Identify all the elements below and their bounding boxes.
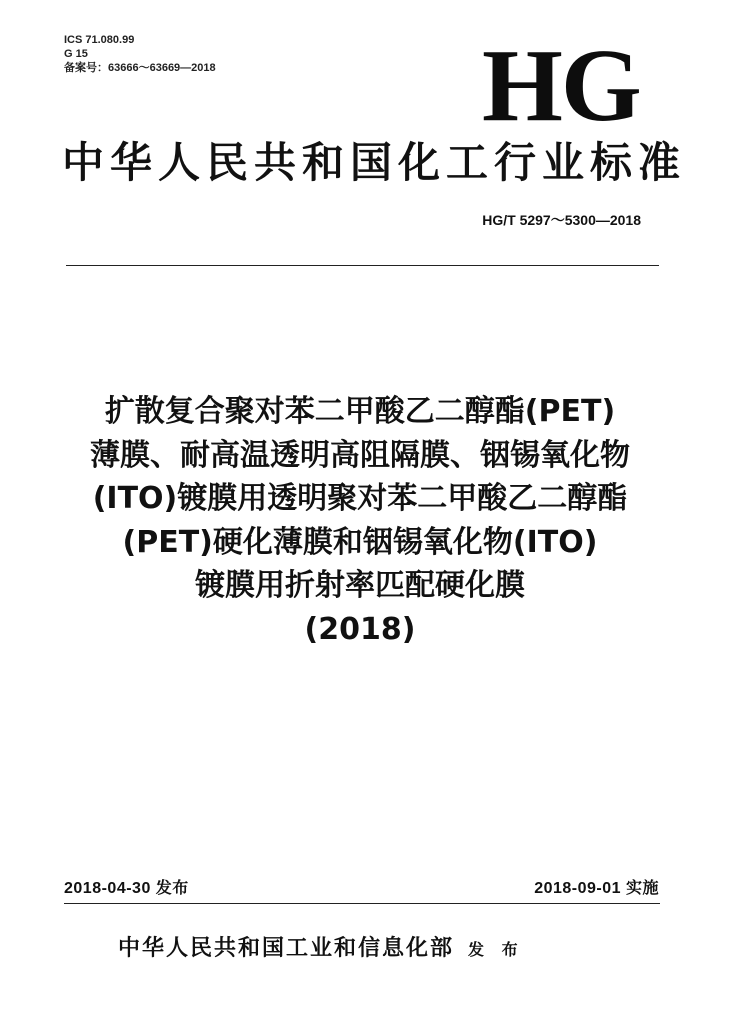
standard-number: HG/T 5297～5300—2018	[482, 212, 641, 228]
header-divider	[66, 265, 659, 266]
title-line-5: 镀膜用折射率匹配硬化膜	[195, 568, 525, 603]
footer-divider	[64, 903, 660, 904]
standard-category-title: 中华人民共和国化工行业标准	[62, 138, 687, 187]
filing-number: 备案号：63666～63669—2018	[64, 62, 216, 74]
ics-code: ICS 71.080.99	[64, 34, 135, 46]
title-line-3: (ITO)镀膜用透明聚对苯二甲酸乙二醇酯	[92, 481, 628, 516]
title-line-2: 薄膜、耐高温透明高阻隔膜、铟锡氧化物	[90, 437, 630, 473]
ccs-code: G 15	[64, 48, 88, 60]
title-line-4: (PET)硬化薄膜和铟锡氧化物(ITO)	[122, 524, 598, 560]
hg-logo: HG	[482, 28, 640, 143]
publisher-suffix: 发 布	[468, 940, 524, 959]
issue-date: 2018-04-30 发布	[64, 880, 189, 897]
classification-block	[64, 33, 216, 75]
document-title	[40, 390, 680, 651]
publisher-name: 中华人民共和国工业和信息化部	[118, 936, 455, 961]
implementation-date: 2018-09-01 实施	[534, 880, 659, 897]
publisher	[118, 934, 524, 965]
title-line-6: (2018)	[304, 611, 416, 647]
title-line-1: 扩散复合聚对苯二甲酸乙二醇酯(PET)	[104, 394, 616, 429]
